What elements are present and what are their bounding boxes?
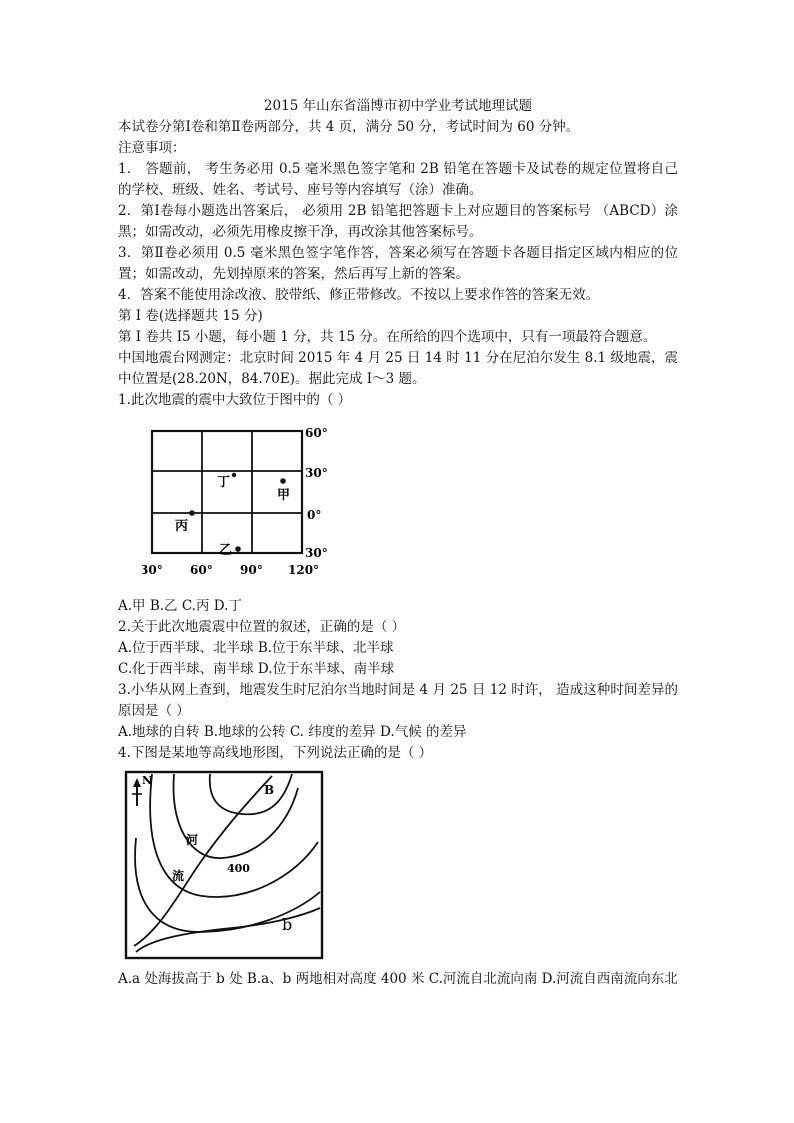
question-3-options: A.地球的自转 B.地球的公转 C. 纬度的差异 D.气候 的差异 (118, 724, 467, 740)
notice-item: 4．答案不能使用涂改液、胶带纸、修正带修改。不按以上要求作答的答案无效。 (118, 287, 600, 303)
notice-item: 1． 答题前， 考生务必用 0.5 毫米黑色签字笔和 2B 铅笔在答题卡及试卷的规定位置将自己的学校、班级、姓名、考试号、座号等内容填写（涂）准确。 (118, 161, 678, 198)
question-1-options: A.甲 B.乙 C.丙 D.丁 (118, 598, 242, 614)
exam-page (118, 96, 678, 990)
question-1-stem: 1.此次地震的震中大致位于图中的（ ） (118, 392, 352, 408)
north-label: N (142, 774, 153, 787)
point-jia-marker (280, 478, 286, 484)
section-description: 第 Ⅰ 卷共 I5 小题，每小题 1 分，共 15 分。在所给的四个选项中，只有一项最符合题意。 (118, 329, 657, 345)
notice-heading: 注意事项： (118, 140, 186, 156)
point-yi-marker (235, 546, 241, 552)
lat-label: 0° (307, 508, 322, 522)
intro-text: 本试卷分第Ⅰ卷和第Ⅱ卷两部分，共 4 页，满分 50 分，考试时间为 60 分钟。 (118, 119, 580, 135)
question-2-stem: 2.关于此次地震震中位置的叙述，正确的是（ ） (118, 619, 406, 635)
question-2-options: A.位于西半球、北半球 B.位于东半球、北半球 (118, 640, 394, 656)
north-arrow-head-icon (133, 778, 141, 787)
point-ding-label: 丁 (217, 475, 231, 490)
question-4-options: A.a 处海拔高于 b 处 B.a、b 两地相对高度 400 米 C.河流自北流向南 D.河流自西南流向东北 (118, 971, 678, 987)
river-line (134, 776, 275, 946)
river-label: 流 (172, 869, 185, 883)
lon-label: 30° (142, 563, 163, 577)
lat-label: 30° (305, 546, 328, 560)
question-2-options: C.化于西半球、南半球 D.位于东半球、南半球 (118, 661, 395, 677)
point-ding-marker (232, 473, 236, 477)
question-4-stem: 4.下图是某地等高线地形图，下列说法正确的是（ ） (118, 745, 433, 761)
lon-label: 60° (190, 563, 213, 577)
label-b: b (282, 915, 293, 934)
contour-value-label: 400 (227, 862, 250, 875)
lat-label: 60° (305, 426, 328, 440)
section-title: 第 Ⅰ 卷(选择题共 15 分) (118, 308, 263, 324)
lon-label: 120° (288, 563, 320, 577)
label-B: B (264, 783, 275, 797)
lat-lon-grid-svg (142, 423, 342, 588)
notice-item: 3．第Ⅱ卷必须用 0.5 毫米黑色签字笔作答，答案必须写在答题卡各题目指定区域内相应的位置；如需改动，先划掉原来的答案，然后再写上新的答案。 (118, 245, 678, 282)
question-context: 中国地震台网测定：北京时间 2015 年 4 月 25 日 14 时 11 分在尼泊尔发生 8.1 级地震，震中位置是(28.20N，84.70E)。据此完成 Ⅰ～3 题。 (118, 350, 678, 387)
point-jia-label: 甲 (277, 488, 291, 503)
question-3-stem: 3.小华从网上查到，地震发生时尼泊尔当地时间是 4 月 25 日 12 时许， 造成这种时间差异的原因是（ ） (118, 682, 678, 719)
lat-label: 30° (305, 466, 328, 480)
notice-item: 2．第Ⅰ卷每小题选出答案后， 必须用 2B 铅笔把答题卡上对应题目的答案标号 （ABCD）涂黑；如需改动，必须先用橡皮擦干净，再改涂其他答案标号。 (118, 203, 678, 240)
point-bing-label: 丙 (175, 519, 189, 534)
contour-line (210, 774, 292, 814)
river-label: 河 (186, 833, 199, 847)
contour-map-figure (122, 768, 327, 963)
exam-title: 2015 年山东省淄博市初中学业考试地理试题 (263, 98, 533, 114)
lon-label: 90° (240, 563, 263, 577)
contour-map-svg (122, 768, 327, 963)
point-yi-label: 乙 (219, 543, 233, 558)
point-bing-marker (189, 510, 195, 516)
lat-lon-grid-figure (142, 423, 342, 588)
